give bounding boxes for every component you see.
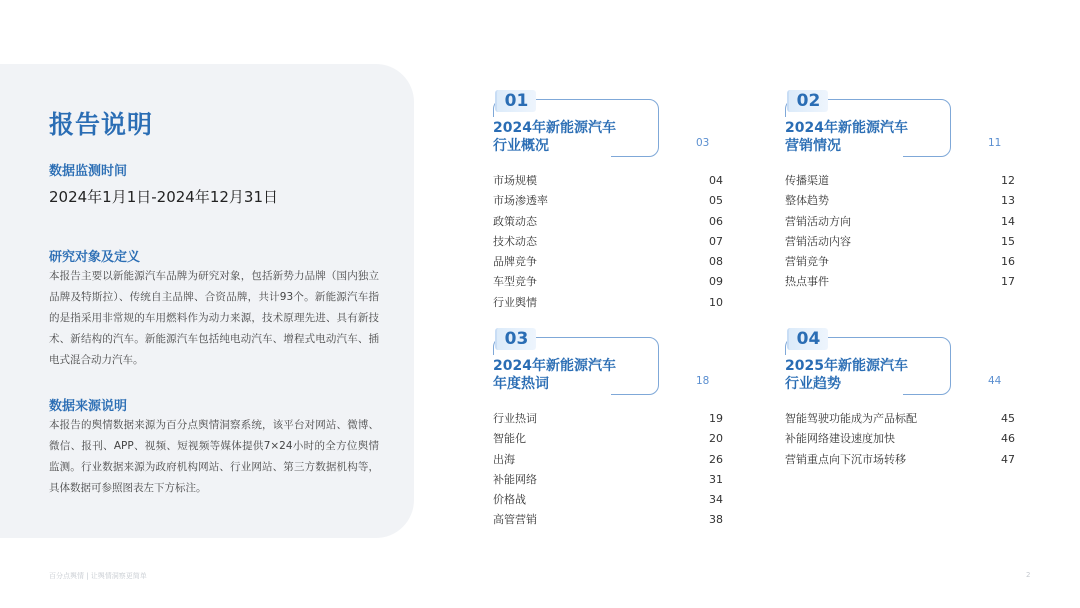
toc-item[interactable]: 智能驾驶功能成为产品标配 45	[785, 412, 1015, 425]
toc-item-list	[785, 409, 1015, 470]
toc-item-list	[493, 409, 723, 531]
toc-item[interactable]: 品牌竞争 08	[493, 255, 723, 269]
toc-title-line1: 2024年新能源汽车	[785, 120, 908, 136]
toc-number-badge: 03	[495, 328, 536, 350]
toc-section-page: 44	[988, 375, 1002, 387]
toc-title-line2: 年度热词	[493, 376, 549, 392]
toc-item[interactable]: 智能化 20	[493, 432, 723, 446]
toc-item[interactable]: 行业热词 19	[493, 412, 723, 425]
toc-section-title[interactable]	[493, 119, 618, 155]
footer-text: 百分点舆情 | 让舆情洞察更简单	[49, 572, 147, 580]
toc-item-list	[493, 171, 723, 313]
source-heading: 数据来源说明	[49, 399, 128, 414]
scope-text: 本报告主要以新能源汽车品牌为研究对象，包括新势力品牌（国内独立品牌及特斯拉）、传统自主品牌、合资品牌，共计93个。新能源汽车指的是指采用非常规的车用燃料作为动力来源，技术原理先进、具有新技术、新结构的汽车。新能源汽车包括纯电动汽车、增程式电动汽车、插电式混合动力汽车。	[49, 270, 379, 366]
toc-item[interactable]: 车型竞争 09	[493, 275, 723, 289]
toc-item[interactable]: 营销竞争 16	[785, 255, 1015, 269]
toc-item[interactable]: 价格战 34	[493, 493, 723, 507]
toc-number-badge: 01	[495, 90, 536, 112]
toc-title-line2: 营销情况	[785, 138, 841, 154]
toc-section-title[interactable]	[785, 119, 910, 155]
toc-item[interactable]: 热点事件 17	[785, 275, 1015, 289]
toc-item[interactable]: 补能网络建设速度加快 46	[785, 432, 1015, 446]
toc-section-title[interactable]	[785, 357, 910, 393]
toc-item[interactable]: 技术动态 07	[493, 234, 723, 248]
toc-item[interactable]: 高管营销 38	[493, 513, 723, 527]
toc-item[interactable]: 行业舆情 10	[493, 295, 723, 309]
toc-title-line2: 行业概况	[493, 138, 549, 154]
toc-item[interactable]: 市场规模 04	[493, 174, 723, 187]
toc-title-line1: 2024年新能源汽车	[493, 120, 616, 136]
toc-item[interactable]: 营销重点向下沉市场转移 47	[785, 452, 1015, 466]
toc-item[interactable]: 营销活动方向 14	[785, 214, 1015, 228]
toc-item[interactable]: 政策动态 06	[493, 214, 723, 228]
toc-title-line1: 2025年新能源汽车	[785, 358, 908, 374]
toc-item[interactable]: 传播渠道 12	[785, 174, 1015, 187]
toc-section-04	[785, 329, 1015, 470]
monitor-heading: 数据监测时间	[49, 164, 128, 179]
toc-section-page: 11	[988, 137, 1002, 149]
toc-section-page: 18	[696, 375, 710, 387]
toc-section-page: 03	[696, 137, 710, 149]
toc-title-line1: 2024年新能源汽车	[493, 358, 616, 374]
toc-section-02	[785, 91, 1015, 293]
page-number: 2	[1026, 571, 1031, 579]
toc-item[interactable]: 整体趋势 13	[785, 194, 1015, 208]
toc-item[interactable]: 出海 26	[493, 452, 723, 466]
toc-number-badge: 02	[787, 90, 828, 112]
toc-number-badge: 04	[787, 328, 828, 350]
toc-title-line2: 行业趋势	[785, 376, 841, 392]
toc-item[interactable]: 营销活动内容 15	[785, 234, 1015, 248]
scope-heading: 研究对象及定义	[49, 250, 141, 265]
toc-item-list	[785, 171, 1015, 293]
toc-item[interactable]: 补能网络 31	[493, 472, 723, 486]
toc-section-title[interactable]	[493, 357, 618, 393]
toc-section-01	[493, 91, 723, 313]
monitor-period: 2024年1月1日-2024年12月31日	[49, 188, 279, 206]
source-text: 本报告的舆情数据来源为百分点舆情洞察系统，该平台对网站、微博、微信、报刊、APP、视频、短视频等媒体提供7×24小时的全方位舆情监测。行业数据来源为政府机构网站、行业网站、第三方数据机构等，具体数据可参照图表左下方标注。	[49, 419, 379, 494]
toc-item[interactable]: 市场渗透率 05	[493, 194, 723, 208]
page-title: 报告说明	[49, 110, 154, 139]
toc-section-03	[493, 329, 723, 531]
